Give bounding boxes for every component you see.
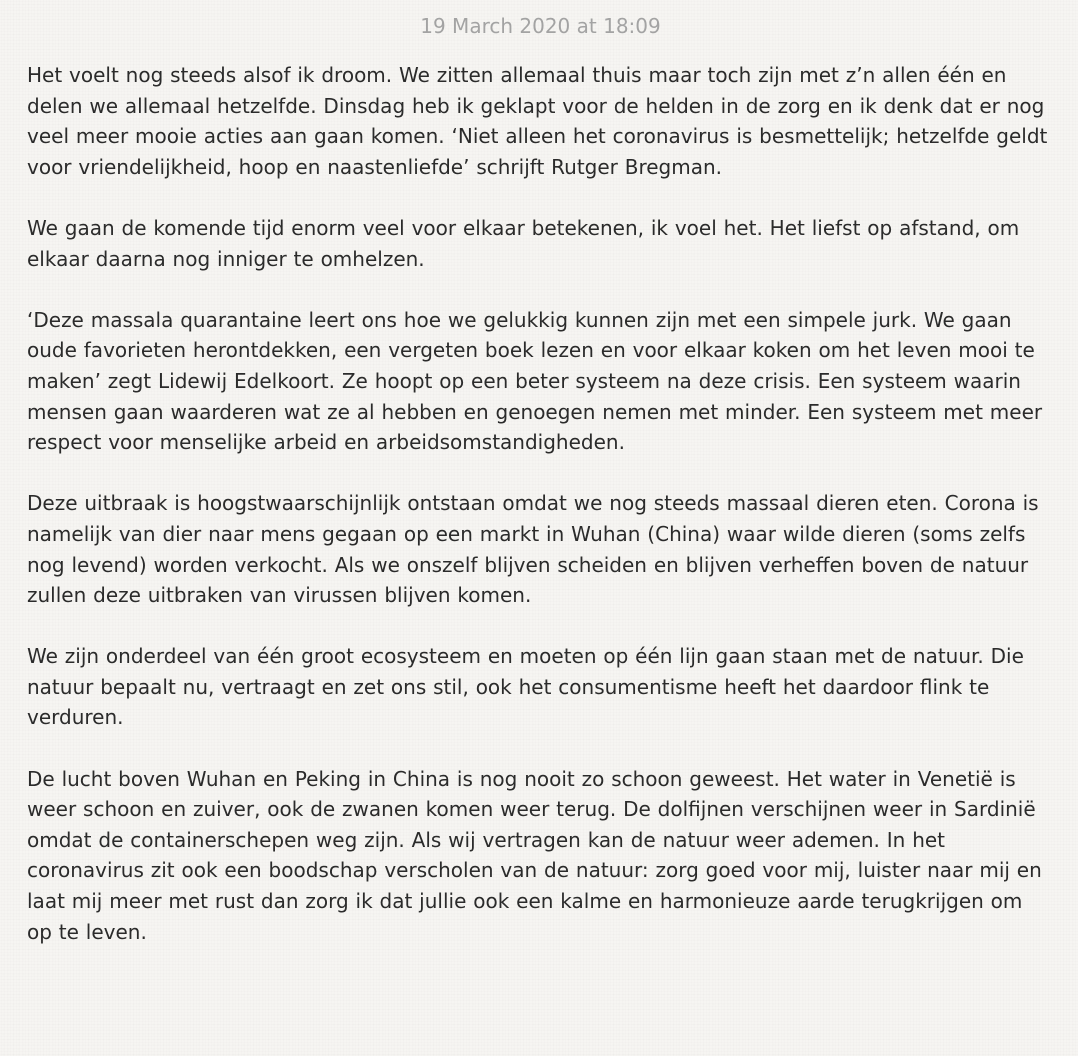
note-date: 19 March 2020 at 18:09 (420, 14, 661, 38)
note-body[interactable] (27, 60, 1054, 947)
note-paragraph-6: De lucht boven Wuhan en Peking in China is nog nooit zo schoon geweest. Het water in Venetië is weer schoon en zuiver, ook de zwanen komen weer terug. De dolfijnen verschijnen weer in Sardinië omdat de containerschepen weg zijn. Als wij vertragen kan de natuur weer ademen. In het coronavirus zit ook een boodschap verscholen van de natuur: zorg goed voor mij, luister naar mij en laat mij meer met rust dan zorg ik dat jullie ook een kalme en harmonieuze aarde terugkrijgen om op te leven. (27, 766, 1042, 944)
note-paragraph-2: We gaan de komende tijd enorm veel voor elkaar betekenen, ik voel het. Het liefst op afstand, om elkaar daarna nog inniger te omhelzen. (27, 215, 1020, 271)
note-paragraph-3: ‘Deze massala quarantaine leert ons hoe we gelukkig kunnen zijn met een simpele jurk. We gaan oude favorieten herontdekken, een vergeten boek lezen en voor elkaar koken om het leven mooi te maken’ zegt Lidewij Edelkoort. Ze hoopt op een beter systeem na deze crisis. Een systeem waarin mensen gaan waarderen wat ze al hebben en genoegen nemen met minder. Een systeem met meer respect voor menselijke arbeid en arbeidsomstandigheden. (27, 307, 1043, 455)
note-paragraph-4: Deze uitbraak is hoogstwaarschijnlijk ontstaan omdat we nog steeds massaal dieren eten. Corona is namelijk van dier naar mens gegaan op een markt in Wuhan (China) waar wilde dieren (soms zelfs nog levend) worden verkocht. Als we onszelf blijven scheiden en blijven verheffen boven de natuur zullen deze uitbraken van virussen blijven komen. (27, 491, 1039, 608)
note-paragraph-5: We zijn onderdeel van één groot ecosysteem en moeten op één lijn gaan staan met de natuur. Die natuur bepaalt nu, vertraagt en zet ons stil, ook het consumentisme heeft het daardoor flink te verduren. (27, 644, 1024, 730)
note-paragraph-1: Het voelt nog steeds alsof ik droom. We zitten allemaal thuis maar toch zijn met z’n allen één en delen we allemaal hetzelfde. Dinsdag heb ik geklapt voor de helden in de zorg en ik denk dat er nog veel meer mooie acties aan gaan komen. ‘Niet alleen het coronavirus is besmettelijk; hetzelfde geldt voor vriendelijkheid, hoop en naastenliefde’ schrijft Rutger Bregman. (27, 63, 1048, 179)
